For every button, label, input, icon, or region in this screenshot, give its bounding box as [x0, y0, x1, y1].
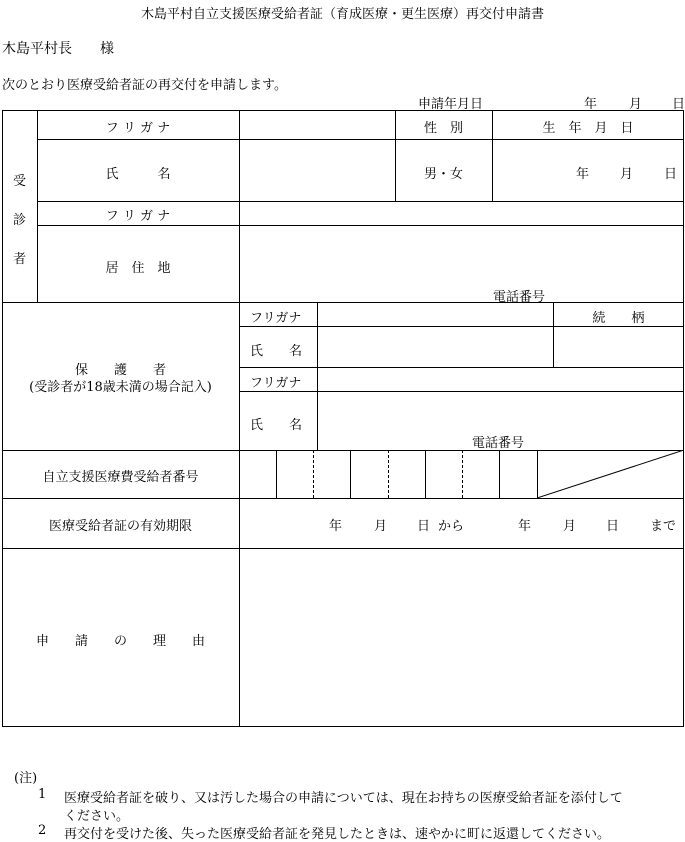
guardian-name-label: 氏 名 [250, 344, 303, 359]
number-box-divider [313, 450, 314, 498]
guardian-phone-label: 電話番号 [472, 436, 525, 451]
relation-label: 続 柄 [592, 311, 645, 326]
column-line [317, 302, 318, 450]
patient-phone-label: 電話番号 [493, 290, 546, 305]
row-line [2, 548, 684, 549]
row-line [239, 391, 684, 392]
intro-text: 次のとおり医療受給者証の再交付を申請します。 [2, 78, 287, 93]
sex-value[interactable]: 男・女 [423, 167, 463, 182]
validity-to-day: 日 [606, 519, 620, 534]
patient-section-label [2, 170, 37, 267]
row-line [239, 367, 684, 368]
validity-from-day: 日 [417, 519, 431, 534]
note-text: 再交付を受けた後、失った医療受給者証を発見したときは、速やかに町に返還してください。 [64, 827, 611, 842]
note-text: ください。 [64, 809, 130, 824]
guardian-label: 保 護 者 [74, 363, 166, 378]
row-line [2, 498, 684, 499]
validity-to-text: まで [650, 519, 677, 534]
column-line [239, 110, 240, 727]
application-date-day: 日 [672, 97, 685, 112]
birth-date-label: 生 年 月 日 [542, 121, 634, 136]
patient-section-char: 受 [12, 174, 26, 189]
number-box-line [276, 450, 277, 498]
row-line [239, 326, 684, 327]
number-box-line [499, 450, 500, 498]
validity-to-month: 月 [563, 519, 577, 534]
document-title: 木島平村自立支援医療受給者証（育成医療・更生医療）再交付申請書 [140, 7, 544, 22]
number-box-line [425, 450, 426, 498]
reason-label: 申 請 の 理 由 [35, 634, 205, 649]
addressee: 木島平村長 様 [2, 41, 114, 57]
patient-name-label: 氏 名 [105, 167, 171, 182]
number-box-divider [388, 450, 389, 498]
birth-year: 年 [576, 167, 590, 182]
validity-from-text: から [438, 519, 465, 534]
guardian2-name-label: 氏 名 [250, 418, 303, 433]
notes-heading: (注) [14, 771, 38, 786]
patient-section-char: 者 [12, 252, 26, 267]
row-line [37, 225, 684, 226]
validity-from-month: 月 [374, 519, 388, 534]
guardian-furigana-label: フリガナ [250, 311, 302, 326]
validity-to-year: 年 [518, 519, 532, 534]
validity-label: 医療受給者証の有効期限 [48, 519, 192, 534]
application-date-month: 月 [629, 97, 643, 112]
birth-day: 日 [664, 167, 678, 182]
note-number: 2 [38, 823, 47, 838]
row-line [37, 139, 684, 140]
number-box-diagonal [537, 450, 684, 498]
row-line [2, 302, 684, 303]
address-label: 居 住 地 [105, 261, 171, 276]
row-line [37, 201, 684, 202]
birth-month: 月 [620, 167, 634, 182]
patient-section-char: 診 [12, 213, 26, 228]
note-text: 医療受給者証を破り、又は汚した場合の申請については、現在お持ちの医療受給者証を添付して [64, 791, 623, 806]
application-date-label: 申請年月日 [418, 97, 484, 112]
validity-from-year: 年 [329, 519, 343, 534]
guardian2-furigana-label: フリガナ [250, 376, 302, 391]
address-furigana-label: フ リ ガ ナ [105, 209, 171, 224]
guardian-note: (受診者が18歳未満の場合記入) [29, 380, 212, 395]
number-box-divider [462, 450, 463, 498]
sex-label: 性 別 [423, 121, 463, 136]
application-date-year: 年 [584, 97, 598, 112]
recipient-number-label: 自立支援医療費受給者番号 [42, 470, 199, 485]
patient-furigana-label: フ リ ガ ナ [105, 121, 171, 136]
number-box-line [350, 450, 351, 498]
note-number: 1 [38, 787, 47, 802]
